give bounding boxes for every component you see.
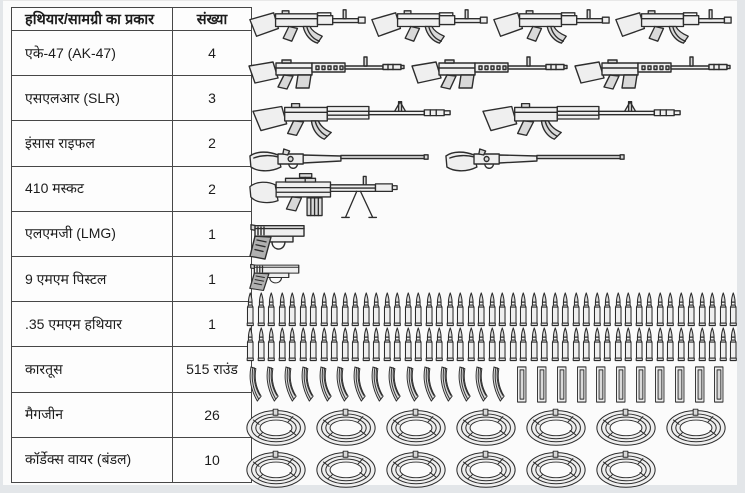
bullet-cartridge-icon bbox=[665, 327, 676, 362]
curved-magazine-icon bbox=[384, 365, 401, 404]
bullet-cartridge-icon bbox=[718, 327, 729, 362]
bullet-cartridge-icon bbox=[371, 292, 382, 327]
straight-magazine-icon bbox=[634, 365, 648, 404]
figure-row-slr bbox=[247, 51, 731, 93]
straight-magazine-icon bbox=[594, 365, 608, 404]
bullet-cartridge-icon bbox=[266, 292, 277, 327]
slr-rifle-icon bbox=[247, 51, 405, 93]
curved-magazine-icon bbox=[471, 365, 488, 404]
figure-row-pistol-35 bbox=[248, 260, 306, 292]
bullet-cartridge-icon bbox=[518, 327, 529, 362]
table-header-row bbox=[12, 8, 252, 31]
wire-coil-icon bbox=[455, 407, 517, 447]
wire-coil-icon bbox=[665, 407, 727, 447]
bullet-cartridge-icon bbox=[287, 327, 298, 362]
straight-magazine-icon bbox=[515, 365, 529, 404]
figure-row-magazines bbox=[245, 365, 726, 404]
ak47-rifle-icon bbox=[369, 4, 489, 49]
bullet-cartridge-icon bbox=[592, 292, 603, 327]
curved-magazine-icon bbox=[332, 365, 349, 404]
bullet-cartridge-icon bbox=[476, 292, 487, 327]
bullet-cartridge-icon bbox=[550, 327, 561, 362]
musket-icon bbox=[444, 145, 626, 175]
curved-magazine-icon bbox=[488, 365, 505, 404]
bullet-cartridge-icon bbox=[665, 292, 676, 327]
straight-magazine-icon bbox=[673, 365, 687, 404]
weapon-type-cell: 9 एमएम पिस्टल bbox=[12, 256, 173, 301]
bullet-cartridge-icon bbox=[277, 292, 288, 327]
bullet-cartridge-icon bbox=[697, 327, 708, 362]
bullet-cartridge-icon bbox=[403, 292, 414, 327]
bullet-cartridge-icon bbox=[560, 292, 571, 327]
bullet-cartridge-icon bbox=[655, 327, 666, 362]
table-row bbox=[12, 121, 252, 166]
bullet-cartridge-icon bbox=[382, 327, 393, 362]
weapon-type-cell: .35 एमएम हथियार bbox=[12, 302, 173, 347]
wire-coil-icon bbox=[385, 449, 447, 489]
bullet-cartridge-icon bbox=[298, 327, 309, 362]
count-cell: 1 bbox=[173, 211, 252, 256]
bullet-cartridge-icon bbox=[634, 327, 645, 362]
curved-magazine-icon bbox=[367, 365, 384, 404]
bullet-cartridge-icon bbox=[602, 292, 613, 327]
bullet-cartridge-icon bbox=[613, 292, 624, 327]
ak47-rifle-icon bbox=[247, 4, 367, 49]
straight-magazines-group bbox=[515, 365, 725, 404]
bullet-cartridge-icon bbox=[592, 327, 603, 362]
curved-magazine-icon bbox=[436, 365, 453, 404]
bullet-cartridge-icon bbox=[728, 292, 739, 327]
weapon-type-cell: एलएमजी (LMG) bbox=[12, 211, 173, 256]
bullet-cartridge-icon bbox=[245, 292, 256, 327]
count-cell: 3 bbox=[173, 76, 252, 121]
bullet-cartridge-icon bbox=[550, 292, 561, 327]
bullet-cartridge-icon bbox=[623, 327, 634, 362]
wire-coil-icon bbox=[315, 449, 377, 489]
bullet-cartridge-icon bbox=[413, 292, 424, 327]
wire-coil-icon bbox=[315, 407, 377, 447]
bullet-cartridge-icon bbox=[329, 292, 340, 327]
weapon-type-cell: मैगजीन bbox=[12, 392, 173, 437]
bullet-cartridge-icon bbox=[434, 292, 445, 327]
wire-coil-icon bbox=[525, 449, 587, 489]
bullet-cartridge-icon bbox=[644, 292, 655, 327]
straight-magazine-icon bbox=[555, 365, 569, 404]
curved-magazine-icon bbox=[349, 365, 366, 404]
table-row bbox=[12, 347, 252, 392]
figure-row-lmg bbox=[248, 169, 428, 223]
bullet-cartridge-icon bbox=[560, 327, 571, 362]
bullet-cartridge-icon bbox=[571, 292, 582, 327]
bullet-cartridge-icon bbox=[686, 327, 697, 362]
bullet-cartridge-icon bbox=[277, 327, 288, 362]
bullet-cartridge-icon bbox=[340, 327, 351, 362]
bullet-cartridge-icon bbox=[518, 292, 529, 327]
wire-coil-icon bbox=[455, 449, 517, 489]
bullet-cartridge-icon bbox=[571, 327, 582, 362]
bullet-cartridge-icon bbox=[329, 327, 340, 362]
table-row bbox=[12, 392, 252, 437]
curved-magazine-icon bbox=[402, 365, 419, 404]
bullet-cartridge-icon bbox=[455, 292, 466, 327]
bullet-cartridge-icon bbox=[350, 327, 361, 362]
figure-row-insas bbox=[251, 94, 691, 144]
wire-coil-icon bbox=[245, 407, 307, 447]
wire-coil-icon bbox=[525, 407, 587, 447]
weapons-table-body bbox=[12, 31, 252, 483]
bullet-cartridge-icon bbox=[466, 292, 477, 327]
straight-magazine-icon bbox=[712, 365, 726, 404]
pistol-35-icon bbox=[248, 260, 306, 292]
curved-magazine-icon bbox=[297, 365, 314, 404]
bullet-cartridge-icon bbox=[487, 292, 498, 327]
bullet-cartridge-icon bbox=[707, 327, 718, 362]
bullet-cartridge-icon bbox=[718, 292, 729, 327]
bullet-cartridge-icon bbox=[529, 327, 540, 362]
bullet-cartridge-icon bbox=[529, 292, 540, 327]
count-cell: 1 bbox=[173, 256, 252, 301]
bullet-cartridge-icon bbox=[539, 292, 550, 327]
bullet-cartridge-icon bbox=[602, 327, 613, 362]
bullet-cartridge-icon bbox=[476, 327, 487, 362]
bullet-cartridge-icon bbox=[403, 327, 414, 362]
bullet-cartridge-icon bbox=[319, 292, 330, 327]
bullet-cartridge-icon bbox=[392, 327, 403, 362]
pistol-9mm-icon bbox=[248, 219, 312, 261]
weapons-pictogram bbox=[243, 1, 739, 485]
count-cell: 4 bbox=[173, 31, 252, 76]
weapons-table bbox=[11, 7, 252, 483]
bullet-cartridge-icon bbox=[623, 292, 634, 327]
bullet-cartridge-icon bbox=[539, 327, 550, 362]
bullet-cartridge-icon bbox=[581, 292, 592, 327]
curved-magazine-icon bbox=[315, 365, 332, 404]
bullet-cartridge-icon bbox=[245, 327, 256, 362]
count-cell: 10 bbox=[173, 437, 252, 482]
ak47-rifle-icon bbox=[491, 4, 611, 49]
insas-rifle-icon bbox=[251, 94, 461, 144]
bullet-cartridge-icon bbox=[655, 292, 666, 327]
straight-magazine-icon bbox=[614, 365, 628, 404]
count-cell: 515 राउंड bbox=[173, 347, 252, 392]
bullet-cartridge-icon bbox=[497, 327, 508, 362]
bullet-cartridge-icon bbox=[455, 327, 466, 362]
infographic-canvas bbox=[3, 0, 737, 485]
weapon-type-cell: कारतूस bbox=[12, 347, 173, 392]
weapon-type-cell: 410 मस्कट bbox=[12, 166, 173, 211]
table-row bbox=[12, 302, 252, 347]
bullet-cartridge-icon bbox=[581, 327, 592, 362]
bullet-cartridge-icon bbox=[256, 292, 267, 327]
bullet-cartridge-icon bbox=[424, 292, 435, 327]
lmg-icon bbox=[248, 169, 428, 223]
table-row bbox=[12, 166, 252, 211]
bullet-cartridge-icon bbox=[287, 292, 298, 327]
figure-row-ak47 bbox=[247, 4, 733, 49]
count-cell: 1 bbox=[173, 302, 252, 347]
straight-magazine-icon bbox=[693, 365, 707, 404]
curved-magazine-icon bbox=[280, 365, 297, 404]
figure-row-wire-coils bbox=[245, 407, 739, 489]
bullet-cartridge-icon bbox=[350, 292, 361, 327]
bullet-cartridge-icon bbox=[676, 292, 687, 327]
weapon-type-cell: एसएलआर (SLR) bbox=[12, 76, 173, 121]
bullet-cartridge-icon bbox=[266, 327, 277, 362]
bullet-cartridge-icon bbox=[434, 327, 445, 362]
bullet-cartridge-icon bbox=[676, 327, 687, 362]
bullet-cartridge-icon bbox=[697, 292, 708, 327]
straight-magazine-icon bbox=[575, 365, 589, 404]
wire-coil-icon bbox=[385, 407, 447, 447]
weapon-type-cell: एके-47 (AK-47) bbox=[12, 31, 173, 76]
bullet-cartridge-icon bbox=[686, 292, 697, 327]
bullet-cartridge-icon bbox=[445, 327, 456, 362]
table-row bbox=[12, 211, 252, 256]
bullet-cartridge-icon bbox=[644, 327, 655, 362]
bullet-cartridge-icon bbox=[508, 327, 519, 362]
bullet-cartridge-icon bbox=[361, 292, 372, 327]
table-row bbox=[12, 76, 252, 121]
bullet-cartridge-icon bbox=[634, 292, 645, 327]
count-cell: 2 bbox=[173, 166, 252, 211]
curved-magazine-icon bbox=[454, 365, 471, 404]
slr-rifle-icon bbox=[573, 51, 731, 93]
slr-rifle-icon bbox=[410, 51, 568, 93]
bullet-cartridge-icon bbox=[445, 292, 456, 327]
bullet-cartridge-icon bbox=[613, 327, 624, 362]
bullet-cartridge-icon bbox=[308, 327, 319, 362]
bullet-cartridge-icon bbox=[371, 327, 382, 362]
count-cell: 26 bbox=[173, 392, 252, 437]
figure-row-bullets bbox=[245, 292, 739, 362]
curved-magazine-icon bbox=[419, 365, 436, 404]
straight-magazine-icon bbox=[535, 365, 549, 404]
bullet-cartridge-icon bbox=[497, 292, 508, 327]
table-row bbox=[12, 31, 252, 76]
bullet-cartridge-icon bbox=[392, 292, 403, 327]
bullet-cartridge-icon bbox=[466, 327, 477, 362]
bullet-cartridge-icon bbox=[256, 327, 267, 362]
bullet-cartridge-icon bbox=[382, 292, 393, 327]
curved-magazines-group bbox=[245, 365, 505, 404]
bullet-cartridge-icon bbox=[361, 327, 372, 362]
bullet-cartridge-icon bbox=[508, 292, 519, 327]
count-cell: 2 bbox=[173, 121, 252, 166]
curved-magazine-icon bbox=[262, 365, 279, 404]
insas-rifle-icon bbox=[481, 94, 691, 144]
ak47-rifle-icon bbox=[613, 4, 733, 49]
bullet-cartridge-icon bbox=[707, 292, 718, 327]
header-weapon-type: हथियार/सामग्री का प्रकार bbox=[12, 8, 173, 31]
bullet-cartridge-icon bbox=[340, 292, 351, 327]
header-count: संख्या bbox=[173, 8, 252, 31]
bullet-cartridge-icon bbox=[308, 292, 319, 327]
bullet-cartridge-icon bbox=[487, 327, 498, 362]
weapon-type-cell: कॉर्डेक्स वायर (बंडल) bbox=[12, 437, 173, 482]
weapon-type-cell: इंसास राइफल bbox=[12, 121, 173, 166]
wire-coil-icon bbox=[595, 449, 657, 489]
straight-magazine-icon bbox=[653, 365, 667, 404]
curved-magazine-icon bbox=[245, 365, 262, 404]
wire-coil-icon bbox=[245, 449, 307, 489]
table-row bbox=[12, 256, 252, 301]
bullet-cartridge-icon bbox=[319, 327, 330, 362]
table-row bbox=[12, 437, 252, 482]
bullet-cartridge-icon bbox=[298, 292, 309, 327]
wire-coil-icon bbox=[595, 407, 657, 447]
bullet-cartridge-icon bbox=[424, 327, 435, 362]
bullet-cartridge-icon bbox=[728, 327, 739, 362]
bullet-cartridge-icon bbox=[413, 327, 424, 362]
weapons-table-header bbox=[12, 8, 252, 31]
figure-row-pistol-9mm bbox=[248, 219, 312, 261]
